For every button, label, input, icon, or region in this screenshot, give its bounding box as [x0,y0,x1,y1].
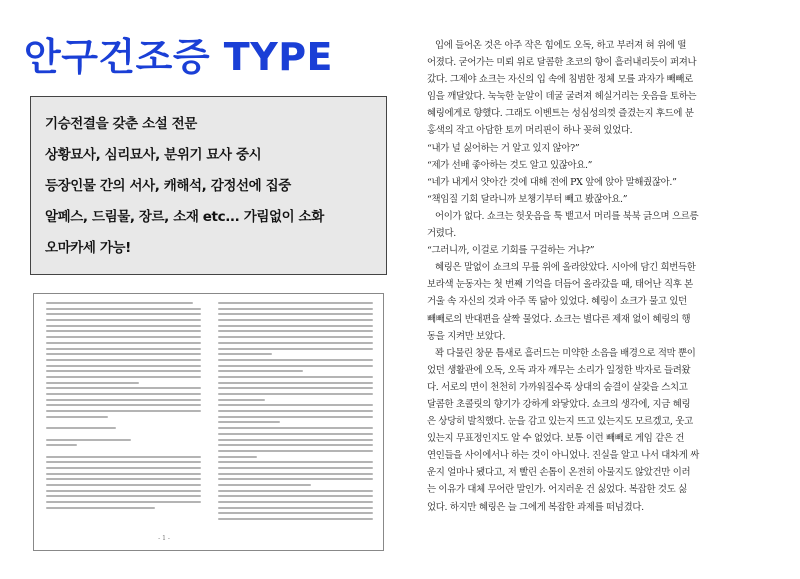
sample-text-line [46,501,201,503]
sample-text-line [46,478,201,480]
sample-text-line [218,330,373,332]
story-line: “제가 선배 좋아하는 것도 알고 있잖아요.” [427,159,593,171]
sample-text-line [46,353,201,355]
sample-text-line [218,461,373,463]
story-line: 꽉 다물린 창문 틈새로 흘러드는 미약한 소음을 배경으로 적막 뿐이 [435,347,696,359]
sample-text-line [218,359,373,361]
story-line: “내가 널 싫어하는 거 알고 있지 않아?” [427,142,580,154]
sample-text-line [46,439,131,441]
story-line: 보라색 눈동자는 첫 번째 기억을 더듬어 올라갔을 때, 태어난 직후 본 [427,279,693,291]
sample-text-line [218,393,373,395]
sample-text-line [46,302,193,304]
sample-text-line [218,518,373,520]
sample-text-line [46,370,201,372]
sample-text-line [46,433,201,435]
sample-text-line [46,365,201,367]
sample-text-line [46,456,201,458]
sample-text-line [46,342,201,344]
sample-text-line [46,330,201,332]
sample-text-line [218,353,272,355]
story-line: 다. 서로의 면이 천천히 가까워질수록 상대의 숨결이 살갗을 스치고 [427,381,688,393]
story-line: 동을 지켜만 보았다. [427,330,506,342]
sample-text-line [46,359,201,361]
sample-text-line [46,461,201,463]
sample-right-column [218,302,373,524]
sample-text-line [218,467,373,469]
feature-item: 등장인물 간의 서사, 캐해석, 감정선에 집중 [45,178,291,194]
sample-text-line [46,404,201,406]
sample-text-line [218,507,373,509]
story-line: 입에 들어온 것은 아주 작은 힘에도 오독, 하고 부러져 혀 위에 떨 [435,40,687,51]
sample-left-column [46,302,201,512]
story-line: 혜링에게로 향했다. 그래도 이벤트는 성심성의껏 즐겼는지 후드에 분 [427,108,694,120]
sample-text-line [218,456,257,458]
story-text [427,37,779,516]
sample-text-line [46,410,201,412]
sample-text-line [46,393,201,395]
sample-text-line [218,490,373,492]
story-line: 어이가 없다. 쇼크는 헛웃음을 툭 뱉고서 머리를 북북 긁으며 으르릉 [435,210,699,222]
sample-text-line [46,490,201,492]
story-line: 혜링은 말없이 쇼크의 무릎 위에 올라앉았다. 시아에 담긴 희번득한 [435,262,696,274]
story-line: 있는지 무표정인지도 알 수 없었다. 보통 이런 빼빼로 게임 같은 건 [427,433,685,445]
sample-text-line [218,382,373,384]
feature-item: 기승전결을 갖춘 소설 전문 [45,116,197,132]
sample-text-line [218,308,373,310]
sample-text-line [46,507,155,509]
sample-text-line [46,319,201,321]
sample-text-line [218,342,373,344]
sample-text-line [46,308,201,310]
feature-item: 오마카세 가능! [45,240,131,256]
story-line: 빼빼로의 반대편을 살짝 물었다. 쇼크는 별다른 제재 없이 혜링의 행 [427,313,691,325]
sample-text-line [46,313,201,315]
sample-text-line [46,473,201,475]
sample-text-line [46,348,201,350]
story-line: 임을 깨달았다. 눅눅한 눈알이 데굴 굴려져 헤실거리는 웃음을 토하는 [427,91,697,103]
sample-text-line [46,399,201,401]
story-line: “네가 내게서 얏아간 것에 대해 전에 PX 앞에 앉아 말해줬잖아.” [427,176,677,188]
story-line: 갔다. 그제야 쇼크는 자신의 입 속에 침범한 정체 모를 과자가 빼빼로 [427,74,693,86]
page-title: 안구건조증 TYPE [24,35,334,79]
sample-text-line [46,376,201,378]
story-line: 운지 얼마나 됐다고, 저 빨린 손톱이 온전히 아물지도 않았건만 이러 [427,467,691,479]
sample-text-line [218,501,373,503]
sample-text-line [46,416,108,418]
sample-text-line [218,416,373,418]
story-line: 은 상당히 발칙했다. 눈을 감고 있는지 뜨고 있는지도 모르겠고, 웃고 [427,416,693,428]
story-line: “그러니까, 이걸로 기회를 구걸하는 거냐?” [427,245,595,257]
sample-page-number: - 1 - [158,535,170,542]
sample-text-line [218,370,303,372]
sample-text-line [218,387,373,389]
sample-text-line [46,467,201,469]
sample-text-line [46,421,201,423]
sample-text-line [46,325,201,327]
story-line: 거렸다. [427,228,456,240]
sample-text-line [46,382,139,384]
sample-text-line [46,495,201,497]
sample-text-line [218,365,373,367]
feature-item: 알페스, 드림물, 장르, 소재 etc... 가림없이 소화 [45,209,324,225]
sample-text-line [218,484,311,486]
story-line: 어졌다. 굳어가는 미뢰 위로 달콤한 초코의 향이 흘러내리듯이 퍼져나 [427,57,697,69]
sample-text-line [46,336,201,338]
sample-text-line [218,319,373,321]
sample-page-thumbnail [33,293,384,551]
sample-text-line [46,444,77,446]
sample-text-line [46,427,116,429]
sample-text-line [218,433,373,435]
sample-text-line [218,313,373,315]
sample-text-line [218,336,373,338]
sample-text-line [218,444,373,446]
story-line: “책임질 기회 달라니까 보챙기부터 빼고 봤잖아요.” [427,193,628,205]
story-line: 홍색의 작고 아담한 토끼 머리핀이 하나 꽂혀 있었다. [427,125,633,137]
sample-text-line [218,325,373,327]
story-line: 는 이유가 대체 무어란 말인가. 어지러운 건 싫었다. 복잡한 것도 싫 [427,484,687,496]
story-line: 달콤한 초콜릿의 향기가 강하게 와닿았다. 쇼크의 생각에, 지금 혜링 [427,398,691,410]
sample-text-line [218,421,280,423]
story-line: 거울 속 자신의 것과 아주 똑 닮아 있었다. 혜링이 쇼크가 물고 있던 [427,296,687,308]
story-line: 었던 생활관에 오독, 오독 과자 깨무는 소리가 일정한 박자로 들려왔 [427,364,691,376]
sample-text-line [218,399,265,401]
story-line: 연인들을 사이에서나 하는 것이 아니었나. 진실을 알고 나서 대차게 싸 [427,450,699,462]
sample-text-line [218,439,373,441]
sample-text-line [218,376,373,378]
sample-text-line [46,450,201,452]
feature-item: 상황묘사, 심리묘사, 분위기 묘사 중시 [45,147,262,163]
sample-text-line [46,484,201,486]
sample-text-line [218,348,373,350]
sample-text-line [218,404,373,406]
sample-text-line [218,450,373,452]
sample-text-line [218,427,373,429]
sample-text-line [218,495,373,497]
sample-text-line [218,473,373,475]
sample-text-line [218,410,373,412]
story-line: 었다. 하지만 혜링은 늘 그에게 복잡한 과제를 떠넘겼다. [427,501,644,513]
sample-text-line [46,387,201,389]
sample-text-line [218,302,373,304]
sample-text-line [218,512,373,514]
sample-text-line [218,478,373,480]
feature-list-box [30,96,387,275]
